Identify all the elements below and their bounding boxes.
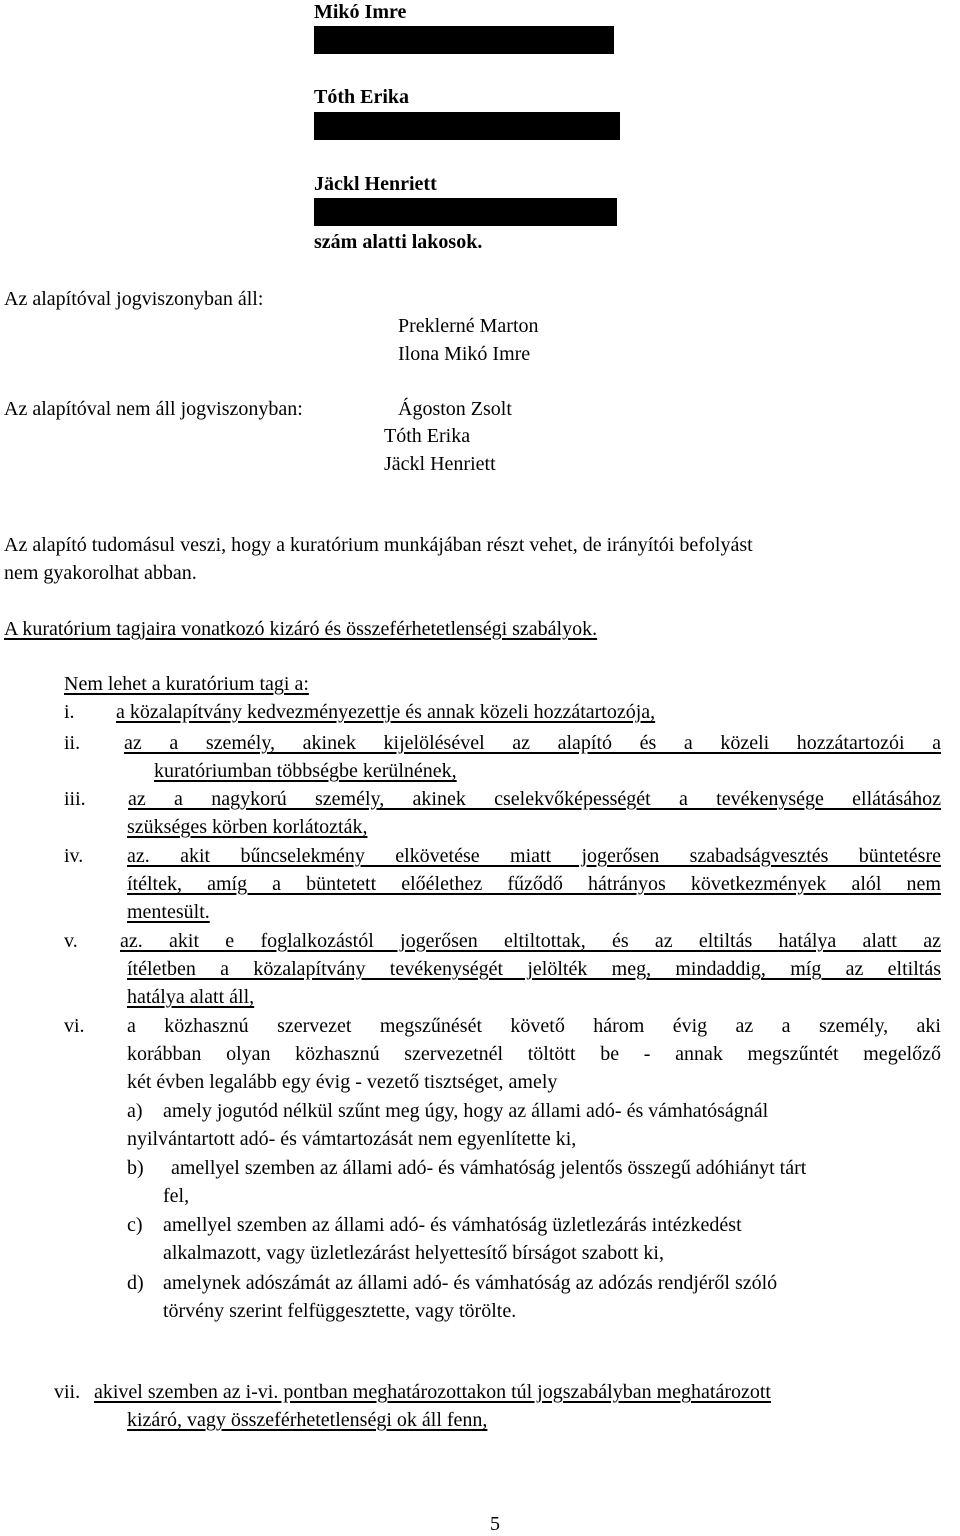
subitem-text: nyilvántartott adó- és vámtartozását nem egyenlítette ki, (127, 1128, 577, 1150)
section-title: A kuratórium tagjaira vonatkozó kizáró és összeférhetetlenségi szabályok. (4, 618, 598, 640)
relation-with-name: Ilona Mikó Imre (398, 343, 531, 365)
redacted-address-1 (314, 26, 614, 54)
relation-with-name: Preklerné Marton (398, 315, 539, 337)
subitem-text: amellyel szemben az állami adó- és vámhatóság jelentős összegű adóhiányt tárt (171, 1157, 807, 1179)
item-text: az. akit e foglalkozástól jogerősen eltiltottak, és az eltiltás hatálya alatt az (120, 930, 941, 952)
name-toth-erika: Tóth Erika (314, 86, 410, 108)
item-text: az a személy, akinek kijelölésével az alapító és a közeli hozzátartozói a (124, 732, 941, 754)
item-text: korábban olyan közhasznú szervezetnél töltött be - annak megszűntét megelőző (127, 1043, 941, 1065)
subitem-text: amellyel szemben az állami adó- és vámhatóság üzletlezárás intézkedést (163, 1214, 742, 1236)
item-text: ítéltek, amíg a büntetett előélethez fűződő hátrányos következmények alól nem (127, 873, 941, 895)
item-text: a közalapítvány kedvezményezettje és annak közeli hozzátartozója, (116, 701, 656, 723)
item-text: az. akit bűncselekmény elkövetése miatt jogerősen szabadságvesztés büntetésre (127, 845, 941, 867)
subitem-text: törvény szerint felfüggesztette, vagy törölte. (163, 1300, 517, 1322)
item-text: kizáró, vagy összeférhetetlenségi ok áll fenn, (127, 1409, 488, 1431)
redacted-address-2 (314, 112, 620, 140)
subitem-letter: c) (127, 1214, 143, 1236)
item-text: akivel szemben az i-vi. pontban meghatározottakon túl jogszabályban meghatározott (94, 1381, 771, 1403)
item-number: vi. (64, 1015, 85, 1037)
subitem-text: amelynek adószámát az állami adó- és vámhatóság az adózás rendjéről szóló (163, 1272, 778, 1294)
subitem-letter: b) (127, 1157, 144, 1179)
page-number: 5 (490, 1513, 500, 1535)
address-suffix: szám alatti lakosok. (314, 231, 483, 253)
item-number: ii. (64, 732, 81, 754)
item-number: i. (64, 701, 75, 723)
subitem-text: alkalmazott, vagy üzletlezárást helyettesítő bírságot szabott ki, (163, 1242, 664, 1264)
item-text: a közhasznú szervezet megszűnését követő három évig az a személy, aki (127, 1015, 941, 1037)
intro-line: nem gyakorolhat abban. (4, 562, 197, 584)
subitem-text: fel, (163, 1185, 190, 1207)
item-text: ítéletben a közalapítvány tevékenységét jelölték meg, mindaddig, míg az eltiltás (127, 958, 941, 980)
item-number: v. (64, 930, 78, 952)
item-text: szükséges körben korlátozták, (127, 816, 368, 838)
item-number: iii. (64, 788, 86, 810)
relation-without-name: Jäckl Henriett (384, 453, 496, 475)
item-text: két évben legalább egy évig - vezető tisztséget, amely (127, 1071, 558, 1093)
subitem-text: amely jogutód nélkül szűnt meg úgy, hogy az állami adó- és vámhatóságnál (163, 1100, 769, 1122)
relation-without-label: Az alapítóval nem áll jogviszonyban: (4, 398, 303, 420)
item-number: vii. (54, 1381, 81, 1403)
intro-line: Az alapító tudomásul veszi, hogy a kuratórium munkájában részt vehet, de irányítói befolyást (4, 534, 753, 556)
name-mik-imre: Mikó Imre (314, 1, 407, 23)
name-jackl-henriett: Jäckl Henriett (314, 173, 437, 195)
redacted-address-3 (314, 198, 617, 226)
list-intro: Nem lehet a kuratórium tagi a: (64, 673, 309, 695)
relation-with-label: Az alapítóval jogviszonyban áll: (4, 288, 264, 310)
item-text: kuratóriumban többségbe kerülnének, (154, 760, 457, 782)
item-number: iv. (64, 845, 84, 867)
subitem-letter: d) (127, 1272, 144, 1294)
item-text: az a nagykorú személy, akinek cselekvőképességét a tevékenysége ellátásához (128, 788, 941, 810)
relation-without-name: Ágoston Zsolt (398, 398, 512, 420)
relation-without-name: Tóth Erika (384, 425, 471, 447)
item-text: mentesült. (127, 901, 210, 923)
subitem-letter: a) (127, 1100, 143, 1122)
item-text: hatálya alatt áll, (127, 986, 255, 1008)
